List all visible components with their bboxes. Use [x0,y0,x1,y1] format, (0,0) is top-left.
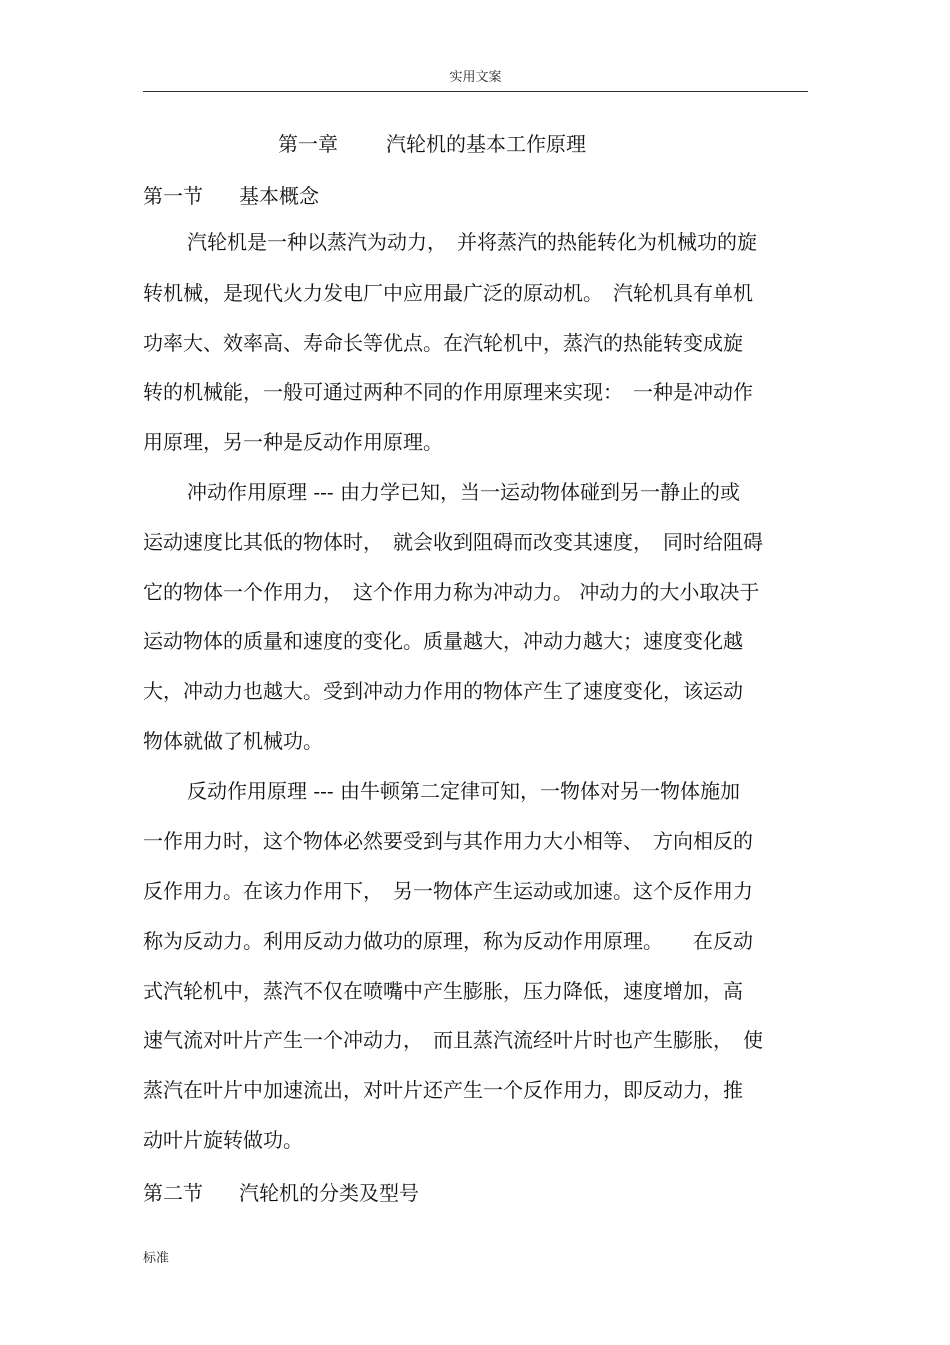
text-line: 运动速度比其低的物体时， 就会收到阻碍而改变其速度， 同时给阻碍 [143,530,763,554]
chapter-number: 第一章 [278,132,338,156]
text-line: 蒸汽在叶片中加速流出，对叶片还产生一个反作用力，即反动力，推 [143,1078,743,1102]
section-heading-2 [143,1177,419,1206]
chapter-heading [278,128,586,157]
page-footer: 标准 [143,1251,170,1266]
text-line: 用原理，另一种是反动作用原理。 [143,430,443,454]
section-number: 第二节 [143,1181,203,1205]
text-line: 称为反动力。利用反动力做功的原理，称为反动作用原理。 在反动 [143,929,753,953]
text-line: 反作用力。在该力作用下， 另一物体产生运动或加速。这个反作用力 [143,879,753,903]
text-line: 物体就做了机械功。 [143,729,323,753]
text-line: 转机械，是现代火力发电厂中应用最广泛的原动机。 汽轮机具有单机 [143,281,753,305]
text-line: 反动作用原理 --- 由牛顿第二定律可知，一物体对另一物体施加 [187,779,740,803]
text-line: 一作用力时，这个物体必然要受到与其作用力大小相等、 方向相反的 [143,829,753,853]
text-line: 转的机械能，一般可通过两种不同的作用原理来实现： 一种是冲动作 [143,380,753,404]
section-number: 第一节 [143,184,203,208]
text-line: 它的物体一个作用力， 这个作用力称为冲动力。 冲动力的大小取决于 [143,580,760,604]
text-line: 式汽轮机中，蒸汽不仅在喷嘴中产生膨胀，压力降低，速度增加，高 [143,979,743,1003]
section-heading-1 [143,180,319,209]
chapter-title: 汽轮机的基本工作原理 [386,132,586,156]
text-line: 大，冲动力也越大。受到冲动力作用的物体产生了速度变化，该运动 [143,679,743,703]
page-header: 实用文案 [449,70,502,85]
text-line: 冲动作用原理 --- 由力学已知，当一运动物体碰到另一静止的或 [187,480,740,504]
text-line: 速气流对叶片产生一个冲动力， 而且蒸汽流经叶片时也产生膨胀， 使 [143,1028,763,1052]
text-line: 功率大、效率高、寿命长等优点。在汽轮机中，蒸汽的热能转变成旋 [143,331,743,355]
section-title: 汽轮机的分类及型号 [239,1181,419,1205]
text-line: 动叶片旋转做功。 [143,1128,303,1152]
text-line: 汽轮机是一种以蒸汽为动力， 并将蒸汽的热能转化为机械功的旋 [187,230,757,254]
header-rule [143,91,808,92]
text-line: 运动物体的质量和速度的变化。质量越大，冲动力越大；速度变化越 [143,629,743,653]
section-title: 基本概念 [239,184,319,208]
